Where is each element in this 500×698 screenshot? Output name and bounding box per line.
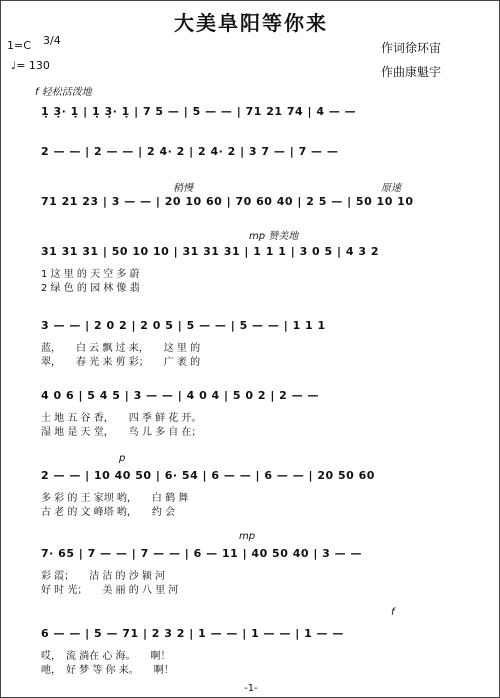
expression-mp-praise: mp 赞美地 xyxy=(249,231,299,242)
lyric-line: 2 绿 色 的 园 林 像 翡 xyxy=(41,283,140,294)
lyric-line: 多 彩 的 王 家坝 哟， 白 鹤 舞 xyxy=(41,493,189,504)
expression-original-tempo: 原速 xyxy=(381,183,401,194)
lyric-line: 古 老 的 文 峰塔 哟， 约 会 xyxy=(41,507,176,518)
notation-row: 31 31 31 | 50 10 10 | 31 31 31 | 1 1 1 | 3 0 5 | 4 3 2 xyxy=(41,245,379,258)
page-number: -1- xyxy=(244,683,258,694)
notation-row: 2 — — | 2 — — | 2 4· 2 | 2 4· 2 | 3 7 — | 7 — — xyxy=(41,145,339,158)
song-title: 大美阜阳等你来 xyxy=(174,11,328,35)
dynamic-f: f xyxy=(391,607,395,618)
notation-row: 1̣ 3̣· 1̣ | 1̣ 3̣· 1̣ | 7 5 — | 5 — — | 71 21 74 | 4 — — xyxy=(41,105,357,118)
notation-row: 3 — — | 2 0 2 | 2 0 5 | 5 — — | 5 — — | 1 1 1 xyxy=(41,319,326,332)
lyric-line: 好 时 光； 美 丽 的 八 里 河 xyxy=(41,585,179,596)
lyric-line: 蓝， 白 云 飘 过 来， 这 里 的 xyxy=(41,343,201,354)
composer-credit: 作曲康魁宇 xyxy=(381,65,442,79)
lyric-line: 彩 霞； 洁 洁 的 沙 颍 河 xyxy=(41,571,166,582)
lyric-line: 翠， 春 光 来 剪 彩； 广 袤 的 xyxy=(41,357,201,368)
key-signature: 1=C xyxy=(7,39,31,52)
notation-row: 7· 65 | 7 — — | 7 — — | 6 — 11 | 40 50 40 | 3 — — xyxy=(41,547,362,560)
expression-start: f 轻松活泼地 xyxy=(35,87,92,98)
lyric-line: 湿 地 是 天 堂， 鸟 儿 多 自 在； xyxy=(41,427,202,438)
lyric-line: 吔， 好 梦 等 你 来。 啊！ xyxy=(41,665,174,676)
notation-row: 2 — — | 10 40 50 | 6· 54 | 6 — — | 6 — — | 20 50 60 xyxy=(41,469,375,482)
notation-row: 6 — — | 5 — 71 | 2 3 2 | 1 — — | 1 — — | 1 — — xyxy=(41,627,344,640)
dynamic-mp: mp xyxy=(239,531,256,542)
tempo-marking: ♩= 130 xyxy=(11,59,50,72)
notation-row: 4 0 6 | 5 4 5 | 3 — — | 4 0 4 | 5 0 2 | 2 — — xyxy=(41,389,319,402)
lyric-line: 1 这 里 的 天 空 多 蔚 xyxy=(41,269,140,280)
lyric-line: 哎， 流 淌在 心 海。 啊！ xyxy=(41,651,171,662)
expression-slower: 稍慢 xyxy=(173,183,193,194)
notation-row: 71 21 23 | 3 — — | 20 10 60 | 70 60 40 | 2 5 — | 50 10 10 xyxy=(41,195,414,208)
dynamic-p: p xyxy=(119,453,126,464)
time-signature: 3/4 xyxy=(43,34,61,47)
lyricist-credit: 作词徐环宙 xyxy=(381,41,442,55)
lyric-line: 土 地 五 谷 香， 四 季 鲜 花 开。 xyxy=(41,413,202,424)
